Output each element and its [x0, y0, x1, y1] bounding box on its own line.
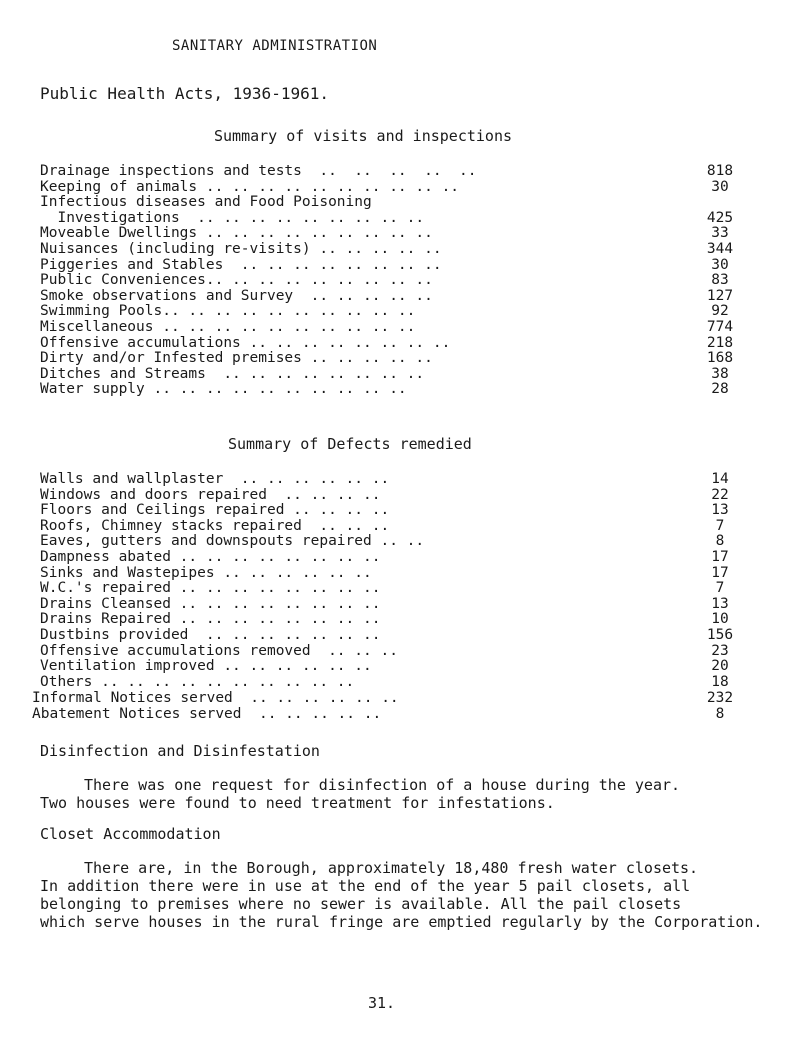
defect-row-value: 7: [715, 517, 725, 534]
defect-row-label: Ventilation improved .. .. .. .. .. ..: [40, 658, 372, 675]
visit-row-label: Piggeries and Stables .. .. .. .. .. .. .. ..: [40, 256, 442, 273]
notice-row-label: Informal Notices served .. .. .. .. .. ..: [32, 690, 399, 706]
defect-row-label: Dustbins provided .. .. .. .. .. .. ..: [40, 627, 381, 643]
closet-line-3: belonging to premises where no sewer is available. All the pail closets: [40, 895, 682, 913]
visit-row-label: Drainage inspections and tests .. .. .. .. ..: [40, 163, 477, 179]
defect-row-value: 18: [711, 673, 729, 690]
page-number: 31.: [368, 994, 396, 1012]
visit-row-label: Investigations .. .. .. .. .. .. .. .. ..: [40, 209, 425, 226]
defect-row: [0, 596, 801, 612]
defect-row: [0, 674, 801, 690]
visit-row-label: Swimming Pools.. .. .. .. .. .. .. .. .. ..: [40, 303, 416, 320]
disinfection-text: [40, 776, 800, 812]
visit-row-label: Keeping of animals .. .. .. .. .. .. .. .. .. ..: [40, 178, 460, 195]
visit-row: [0, 319, 801, 335]
defect-row-label: Offensive accumulations removed .. .. ..: [40, 642, 398, 659]
visit-row-value: 127: [706, 287, 734, 304]
defect-row-value: 22: [711, 486, 729, 503]
notice-row-value: 8: [715, 705, 725, 722]
visit-row-label: Water supply .. .. .. .. .. .. .. .. .. ..: [40, 381, 407, 398]
defect-row-value: 17: [711, 549, 729, 565]
visit-row-value: 168: [706, 350, 734, 367]
defect-row: [0, 611, 801, 627]
defects-heading: Summary of Defects remedied: [228, 435, 472, 453]
closet-line-2: In addition there were in use at the end of the year 5 pail closets, all: [40, 877, 691, 895]
visit-row: [0, 272, 801, 288]
defect-row-value: 7: [715, 580, 725, 597]
visit-row: [0, 225, 801, 241]
defect-row: [0, 580, 801, 596]
disinfection-para-2: Two houses were found to need treatment for infestations.: [40, 794, 555, 812]
visit-row-value: 92: [711, 303, 729, 320]
defect-row: [0, 533, 801, 549]
defect-row-value: 13: [711, 502, 729, 519]
defect-row-label: Walls and wallplaster .. .. .. .. .. ..: [40, 471, 390, 487]
visit-row-value: 83: [711, 272, 729, 289]
page-subtitle: Public Health Acts, 1936-1961.: [40, 84, 329, 103]
visit-row-value: 33: [711, 225, 729, 242]
visit-row: [0, 381, 801, 397]
defect-row-label: Windows and doors repaired .. .. .. ..: [40, 486, 381, 503]
disinfection-heading: Disinfection and Disinfestation: [40, 742, 320, 760]
visit-row-label: Public Conveniences.. .. .. .. .. .. .. .. ..: [40, 272, 433, 289]
visit-row-value: 344: [706, 241, 734, 257]
disinfection-para-1: There was one request for disinfection of a house during the year.: [84, 776, 681, 794]
defect-row: [0, 518, 801, 534]
defect-row-label: Dampness abated .. .. .. .. .. .. .. ..: [40, 549, 381, 565]
visit-row: [0, 179, 801, 195]
closet-text: [40, 859, 800, 931]
defect-row-label: Floors and Ceilings repaired .. .. .. ..: [40, 502, 390, 519]
defect-row-value: 13: [711, 595, 729, 612]
defect-row-value: 23: [711, 642, 729, 659]
visit-row-value: 30: [711, 256, 729, 273]
defect-row-value: 20: [711, 658, 729, 675]
defect-row: [0, 549, 801, 565]
visit-row: [0, 257, 801, 273]
defect-row-value: 14: [711, 471, 729, 487]
visit-row-label: Smoke observations and Survey .. .. .. .. ..: [40, 287, 433, 304]
notice-row-label: Abatement Notices served .. .. .. .. ..: [32, 705, 382, 722]
defect-row: [0, 487, 801, 503]
defect-row: [0, 658, 801, 674]
defect-row-value: 10: [711, 611, 729, 628]
defect-row-label: Sinks and Wastepipes .. .. .. .. .. ..: [40, 564, 372, 581]
visit-row-label: Ditches and Streams .. .. .. .. .. .. .. ..: [40, 365, 425, 382]
defect-row-label: Eaves, gutters and downspouts repaired .. ..: [40, 533, 425, 550]
visit-row: [0, 194, 801, 210]
visit-row-value: 425: [706, 209, 734, 226]
closet-line-1: There are, in the Borough, approximately 18,480 fresh water closets.: [84, 859, 699, 877]
visit-row: [0, 210, 801, 226]
visit-row-label: Miscellaneous .. .. .. .. .. .. .. .. .. ..: [40, 319, 416, 335]
visit-row: [0, 241, 801, 257]
visit-row-label: Infectious diseases and Food Poisoning: [40, 194, 372, 211]
visit-row: [0, 335, 801, 351]
visit-row: [0, 366, 801, 382]
visit-row-value: 818: [706, 163, 734, 179]
visit-row-label: Dirty and/or Infested premises .. .. .. .. ..: [40, 350, 433, 367]
page-title: SANITARY ADMINISTRATION: [172, 38, 378, 54]
defect-row-label: Roofs, Chimney stacks repaired .. .. ..: [40, 517, 390, 534]
closet-line-4: which serve houses in the rural fringe are emptied regularly by the Corporation.: [40, 913, 763, 931]
visit-row: [0, 288, 801, 304]
visit-row: [0, 303, 801, 319]
visit-row: [0, 350, 801, 366]
visits-heading: Summary of visits and inspections: [214, 127, 513, 145]
notice-row: [0, 690, 801, 706]
defect-row: [0, 471, 801, 487]
defect-row: [0, 627, 801, 643]
defect-row-value: 8: [715, 533, 725, 550]
defect-row: [0, 502, 801, 518]
defect-row-value: 17: [711, 564, 729, 581]
defect-row-label: Drains Repaired .. .. .. .. .. .. .. ..: [40, 611, 381, 628]
defect-row-label: Others .. .. .. .. .. .. .. .. .. ..: [40, 673, 355, 690]
visit-row-value: 30: [711, 178, 729, 195]
visit-row-value: 774: [706, 319, 734, 335]
defect-row: [0, 565, 801, 581]
visit-row-value: 38: [711, 365, 729, 382]
defect-row-label: Drains Cleansed .. .. .. .. .. .. .. ..: [40, 595, 381, 612]
closet-heading: Closet Accommodation: [40, 825, 221, 843]
visit-row: [0, 163, 801, 179]
visit-row-value: 28: [711, 381, 729, 398]
visit-row-value: 218: [706, 334, 734, 351]
defect-row-value: 156: [706, 627, 734, 643]
notice-row-value: 232: [706, 690, 734, 706]
visit-row-label: Nuisances (including re-visits) .. .. .. .. ..: [40, 241, 442, 257]
visit-row-label: Moveable Dwellings .. .. .. .. .. .. .. .. ..: [40, 225, 433, 242]
notice-row: [0, 706, 801, 722]
defect-row: [0, 643, 801, 659]
defect-row-label: W.C.'s repaired .. .. .. .. .. .. .. ..: [40, 580, 381, 597]
visit-row-label: Offensive accumulations .. .. .. .. .. .. .. ..: [40, 334, 451, 351]
